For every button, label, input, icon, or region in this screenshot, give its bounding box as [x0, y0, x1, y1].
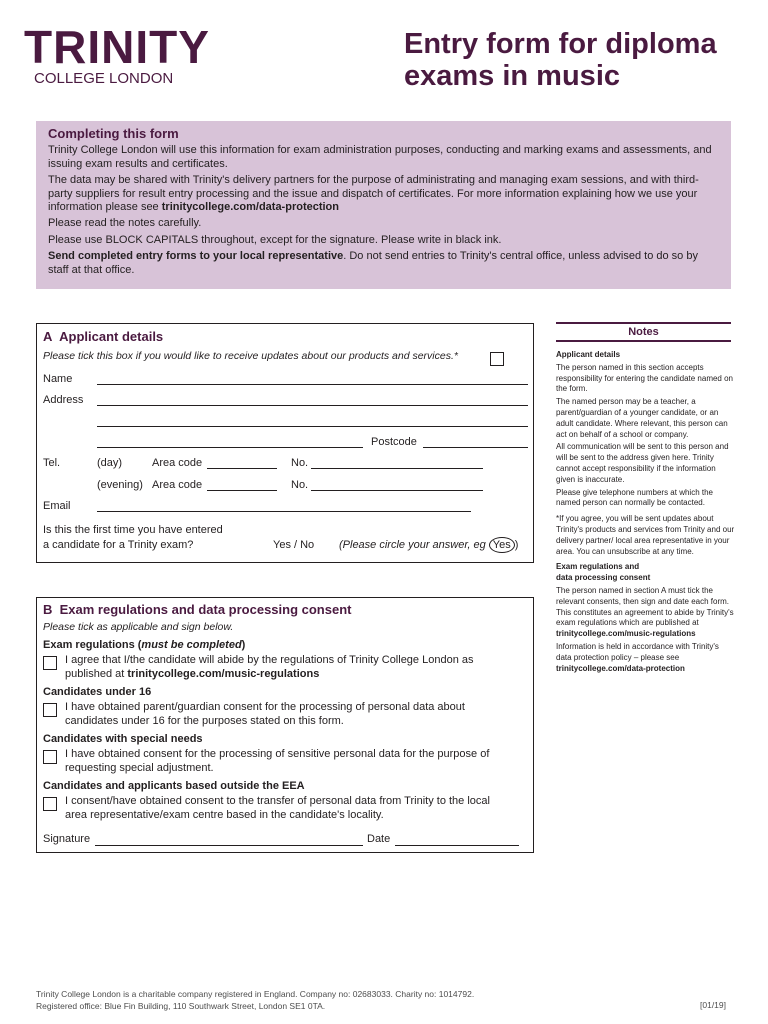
footer-line-2: Registered office: Blue Fin Building, 110 Southwark Street, London SE1 0TA. — [36, 1001, 326, 1011]
outside-eea-text-1: I consent/have obtained consent to the transfer of personal data from Trinity to the local — [65, 795, 490, 807]
notes-text: The person named in this section accepts responsibility for entering the candidate named on the form. — [556, 362, 733, 394]
logo-wordmark: TRINITY — [24, 21, 210, 73]
data-protection-link[interactable]: trinitycollege.com/data-protection — [161, 201, 339, 214]
area-code-day-field[interactable] — [207, 468, 277, 469]
updates-consent-text: Please tick this box if you would like to receive updates about our products and services.* — [43, 350, 458, 362]
intro-paragraph-2: The data may be shared with Trinity's delivery partners for the purpose of administrating and managing exam sessions, and with third-party suppliers for result entry processing and the issue and dispatch of certificates. For more information explaining how we use your information please see trinitycollege.com/data-protection — [48, 174, 699, 214]
area-code-evening-label: Area code — [152, 479, 203, 491]
signature-label: Signature — [43, 833, 91, 845]
email-label: Email — [43, 500, 71, 512]
intro-panel — [36, 121, 731, 289]
section-b-instruction: Please tick as applicable and sign below. — [43, 621, 234, 633]
email-field[interactable] — [97, 511, 471, 512]
exam-regulations-heading: Exam regulations (must be completed) — [43, 639, 246, 651]
no-evening-label: No. — [291, 479, 309, 491]
first-time-question-line-2: a candidate for a Trinity exam? — [43, 539, 194, 551]
notes-title: Notes — [556, 322, 731, 342]
exam-regulations-text-2: published at trinitycollege.com/music-regulations — [65, 668, 320, 680]
under-16-text-2: candidates under 16 for the purposes stated on this form. — [65, 715, 344, 727]
circle-hint: (Please circle your answer, eg Yes ) — [339, 539, 519, 551]
tel-evening-field[interactable] — [311, 490, 483, 491]
date-field[interactable] — [395, 845, 519, 846]
intro-paragraph-5: Send completed entry forms to your local representative. Do not send entries to Trinity's central office, unless advised to do so by staff at that office. — [48, 250, 698, 276]
notes-heading-regulations-2: data processing consent — [556, 573, 651, 583]
notes-data-protection-link[interactable]: trinitycollege.com/data-protection — [556, 663, 685, 673]
area-code-day-label: Area code — [152, 457, 203, 469]
day-label: (day) — [97, 457, 123, 469]
page-title: Entry form for diploma exams in music — [404, 28, 717, 92]
tel-label: Tel. — [43, 457, 61, 469]
notes-text: Information is held in accordance with Trinity's data protection policy – please see trinitycollege.com/data-protection — [556, 641, 719, 673]
notes-heading-applicant: Applicant details — [556, 350, 621, 359]
outside-eea-text-2: area representative/exam centre based in the candidate's locality. — [65, 809, 384, 821]
section-a-title: A Applicant details — [43, 329, 164, 344]
notes-text: *If you agree, you will be sent updates about Trinity's products and services from Trinity and our delivery partner/ local area representative in your area. You can unsubscribe at any time. — [556, 514, 735, 556]
name-field[interactable] — [97, 384, 528, 385]
address-line-3[interactable] — [97, 447, 363, 448]
intro-paragraph-3: Please read the notes carefully. — [48, 217, 202, 230]
notes-heading-regulations-1: Exam regulations and — [556, 562, 640, 572]
area-code-evening-field[interactable] — [207, 490, 277, 491]
address-line-1[interactable] — [97, 405, 528, 406]
under-16-text-1: I have obtained parent/guardian consent for the processing of personal data about — [65, 701, 465, 713]
name-label: Name — [43, 373, 73, 385]
date-label: Date — [367, 833, 391, 845]
postcode-field[interactable] — [423, 447, 528, 448]
signature-field[interactable] — [95, 845, 363, 846]
yes-no-options[interactable]: Yes / No — [273, 539, 315, 551]
no-day-label: No. — [291, 457, 309, 469]
section-b-title: B Exam regulations and data processing consent — [43, 602, 352, 617]
intro-paragraph-4: Please use BLOCK CAPITALS throughout, except for the signature. Please write in black ink. — [48, 233, 502, 246]
logo-subtitle: COLLEGE LONDON — [34, 70, 174, 87]
special-needs-text-1: I have obtained consent for the processing of sensitive personal data for the purpose of — [65, 748, 490, 760]
special-needs-heading: Candidates with special needs — [43, 733, 203, 745]
notes-text: All communication will be sent to this person and will be sent to the address given here. Trinity cannot accept responsibility if the information given is inaccurate. — [556, 442, 729, 484]
tel-day-field[interactable] — [311, 468, 483, 469]
updates-consent-checkbox[interactable] — [490, 352, 504, 366]
notes-music-regulations-link[interactable]: trinitycollege.com/music-regulations — [556, 629, 696, 639]
outside-eea-heading: Candidates and applicants based outside the EEA — [43, 780, 305, 792]
circle-example: Yes — [489, 537, 515, 553]
section-a-applicant-details — [36, 323, 534, 563]
under-16-checkbox[interactable] — [43, 703, 57, 717]
first-time-question-line-1: Is this the first time you have entered — [43, 524, 223, 536]
intro-paragraph-1: Trinity College London will use this information for exam administration purposes, conducting and marking exams and assessments, and issuing exam results and certificates. — [48, 144, 712, 170]
form-version-code: [01/19] — [700, 1000, 726, 1010]
address-line-2[interactable] — [97, 426, 528, 427]
intro-heading: Completing this form — [48, 126, 179, 141]
postcode-label: Postcode — [371, 436, 417, 448]
exam-regulations-text-1: I agree that I/the candidate will abide by the regulations of Trinity College London as — [65, 654, 474, 666]
exam-regulations-checkbox[interactable] — [43, 656, 57, 670]
section-b-exam-regulations — [36, 597, 534, 853]
outside-eea-checkbox[interactable] — [43, 797, 57, 811]
special-needs-text-2: requesting special adjustment. — [65, 762, 214, 774]
special-needs-checkbox[interactable] — [43, 750, 57, 764]
footer — [36, 988, 474, 1012]
notes-column — [556, 350, 736, 676]
evening-label: (evening) — [97, 479, 143, 491]
notes-text: The named person may be a teacher, a parent/guardian of a younger candidate, or an adult candidate. Where relevant, this person can act on behalf of a school or company. — [556, 397, 728, 439]
address-label: Address — [43, 394, 84, 406]
notes-text: Please give telephone numbers at which the named person can normally be contacted. — [556, 487, 713, 508]
music-regulations-link[interactable]: trinitycollege.com/music-regulations — [127, 668, 320, 680]
notes-text: The person named in section A must tick the relevant consents, then sign and date each form. This constitutes an agreement to abide by Trinity's exam regulations which are published at trinitycollege.com/music-regulations — [556, 585, 734, 639]
footer-line-1: Trinity College London is a charitable company registered in England. Company no: 02683033. Charity no: 1014792. — [36, 989, 475, 999]
under-16-heading: Candidates under 16 — [43, 686, 152, 698]
